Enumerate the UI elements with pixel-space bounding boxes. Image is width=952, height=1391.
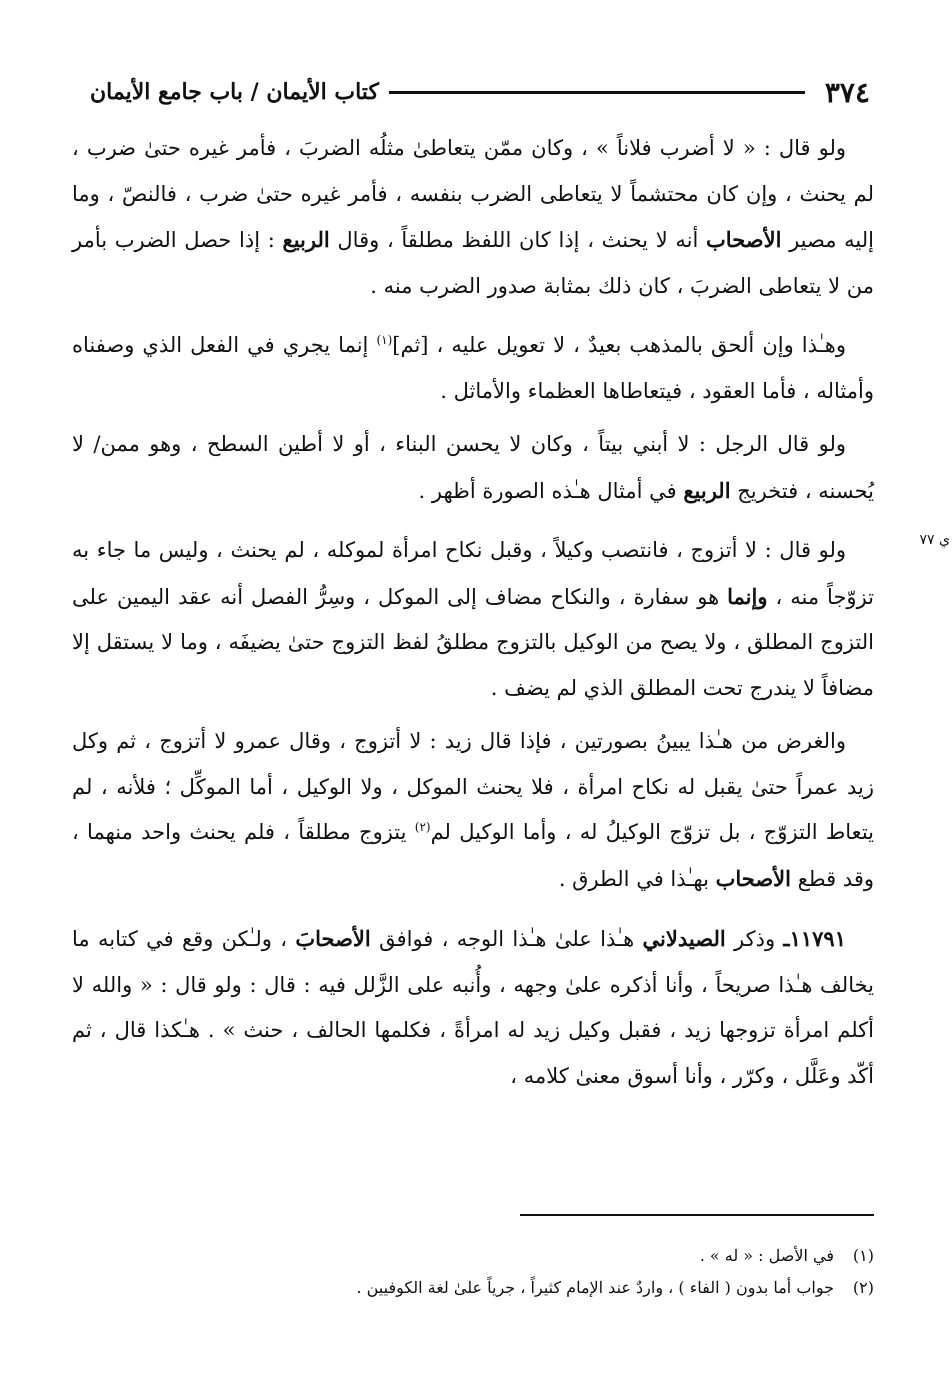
footnote-ref: (١) — [376, 333, 393, 347]
paragraph-1 — [72, 126, 874, 309]
header-rule — [389, 91, 805, 94]
text-run: ولو قال : « لا أضرب فلاناً » ، وكان ممّن يتعاطىٰ مثلُه الضربَ ، فأمر غيره حتىٰ ضرب ، لم يحنث ، وإن كان محتشماً لا يتعاطى الضرب بنفسه ، فأمر غيره حتىٰ ضرب ، فالنصّ ، وما إليه مصير — [72, 136, 875, 252]
text-run: يتزوج مطلقاً ، فلم يحنث واحد منهما ، وقد قطع — [72, 820, 874, 891]
main-text — [72, 126, 874, 1113]
bold-term: وإنما — [727, 583, 768, 609]
text-run: : إذا حصل الضرب بأمر من لا يتعاطى الضربَ ، كان ذلك بمثابة صدور الضرب منه . — [72, 228, 874, 298]
bold-term: الأصحاب — [715, 865, 791, 891]
text-run: ولو قال : لا أتزوج ، فانتصب وكيلاً ، وقبل نكاح امرأة لموكله ، لم يحنث ، وليس ما جاء به تزوّجاً منه ، — [72, 538, 874, 609]
footnote-1 — [200, 1240, 874, 1272]
footnote-text: في الأصل : « له » . — [699, 1246, 834, 1265]
running-title: كتاب الأيمان / باب جامع الأيمان — [90, 79, 379, 105]
text-run: وذكر — [725, 927, 784, 951]
text-run: في أمثال هـٰذه الصورة أظهر . — [418, 478, 684, 503]
page-header — [90, 70, 870, 114]
paragraph-4 — [72, 528, 874, 711]
footnote-rule — [520, 1214, 874, 1216]
footnote-number: (٢) — [852, 1278, 874, 1297]
footnote-text: جواب أما بدون ( الفاء ) ، واردٌ عند الإمام كثيراً ، جرياً علىٰ لغة الكوفيين . — [356, 1278, 834, 1297]
margin-note: ي ٧٧ — [919, 532, 950, 548]
footnote-2 — [200, 1272, 874, 1304]
page-number: ٣٧٤ — [824, 75, 870, 109]
text-run: هو سفارة ، والنكاح مضاف إلى الموكل ، وسِرُّ الفصل أنه عقد اليمين على التزوج المطلق ، ولا يصح من الوكيل بالتزوج مطلقُ لفظ التزوج حتىٰ يضيفَه ، وما لا يستقل إلا مضافاً لا يندرج تحت المطلق الذي لم يضف . — [72, 584, 874, 700]
paragraph-5 — [72, 719, 874, 902]
bold-term: الأصحاب — [706, 227, 782, 252]
text-run: ، ولـٰكن وقع في كتابه ما يخالف هـٰذا صريحاً ، وأنا أذكره علىٰ وجهه ، وأُنبه على الزَّلل فيه : قال : ولو قال : « والله لا أكلم امرأة تزوجها زيد ، فقبل وكيل زيد له امرأةً ، فكلمها الحالف ، حنث » . هـٰكذا قال ، ثم أكّد وعَلَّل ، وكرّر ، وأنا أسوق معنىٰ كلامه ، — [72, 927, 874, 1088]
text-run: والغرض من هـٰذا يبينُ بصورتين ، فإذا قال زيد : لا أتزوج ، وقال عمرو لا أتزوج ، ثم وكل زيد عمراً حتىٰ يقبل له نكاح امرأة ، فلا يحنث الموكل ، ولا الوكيل ، أما الموكِّل ؛ فلأنه ، لم يتعاط التزوّج ، بل تزوّج الوكيلُ له ، وأما الوكيل لم — [72, 729, 874, 844]
text-run: إنما يجري في الفعل الذي وصفناه وأمثاله ، فأما العقود ، فيتعاطاها العظماء والأماثل . — [72, 333, 874, 403]
text-run: هـٰذا علىٰ هـٰذا الوجه ، فوافق — [370, 927, 643, 951]
bold-term: الصيدلاني — [642, 926, 726, 951]
paragraph-3 — [72, 422, 874, 514]
text-run: أنه لا يحنث ، إذا كان اللفظ مطلقاً ، وقال — [329, 228, 707, 252]
paragraph-2 — [72, 323, 874, 414]
bold-term: الأصحابَ — [295, 926, 371, 951]
footnotes — [200, 1240, 874, 1304]
text-run: ولو قال الرجل : لا أبني بيتاً ، وكان لا يحسن البناء ، أو لا أطين السطح ، وهو ممن/ لا يُحسنه ، فتخريج — [72, 432, 874, 503]
bold-term: الربيع — [683, 477, 731, 503]
text-run: بهـٰذا في الطرق . — [558, 866, 716, 891]
section-number: ١١٧٩١ـ — [783, 926, 846, 951]
footnote-number: (١) — [852, 1246, 874, 1265]
bold-term: الربيع — [282, 227, 330, 252]
paragraph-6 — [72, 916, 874, 1099]
text-run: وهـٰذا وإن ألحق بالمذهب بعيدٌ ، لا تعويل عليه ، [ثم] — [392, 333, 847, 357]
footnote-ref: (٢) — [414, 820, 431, 834]
